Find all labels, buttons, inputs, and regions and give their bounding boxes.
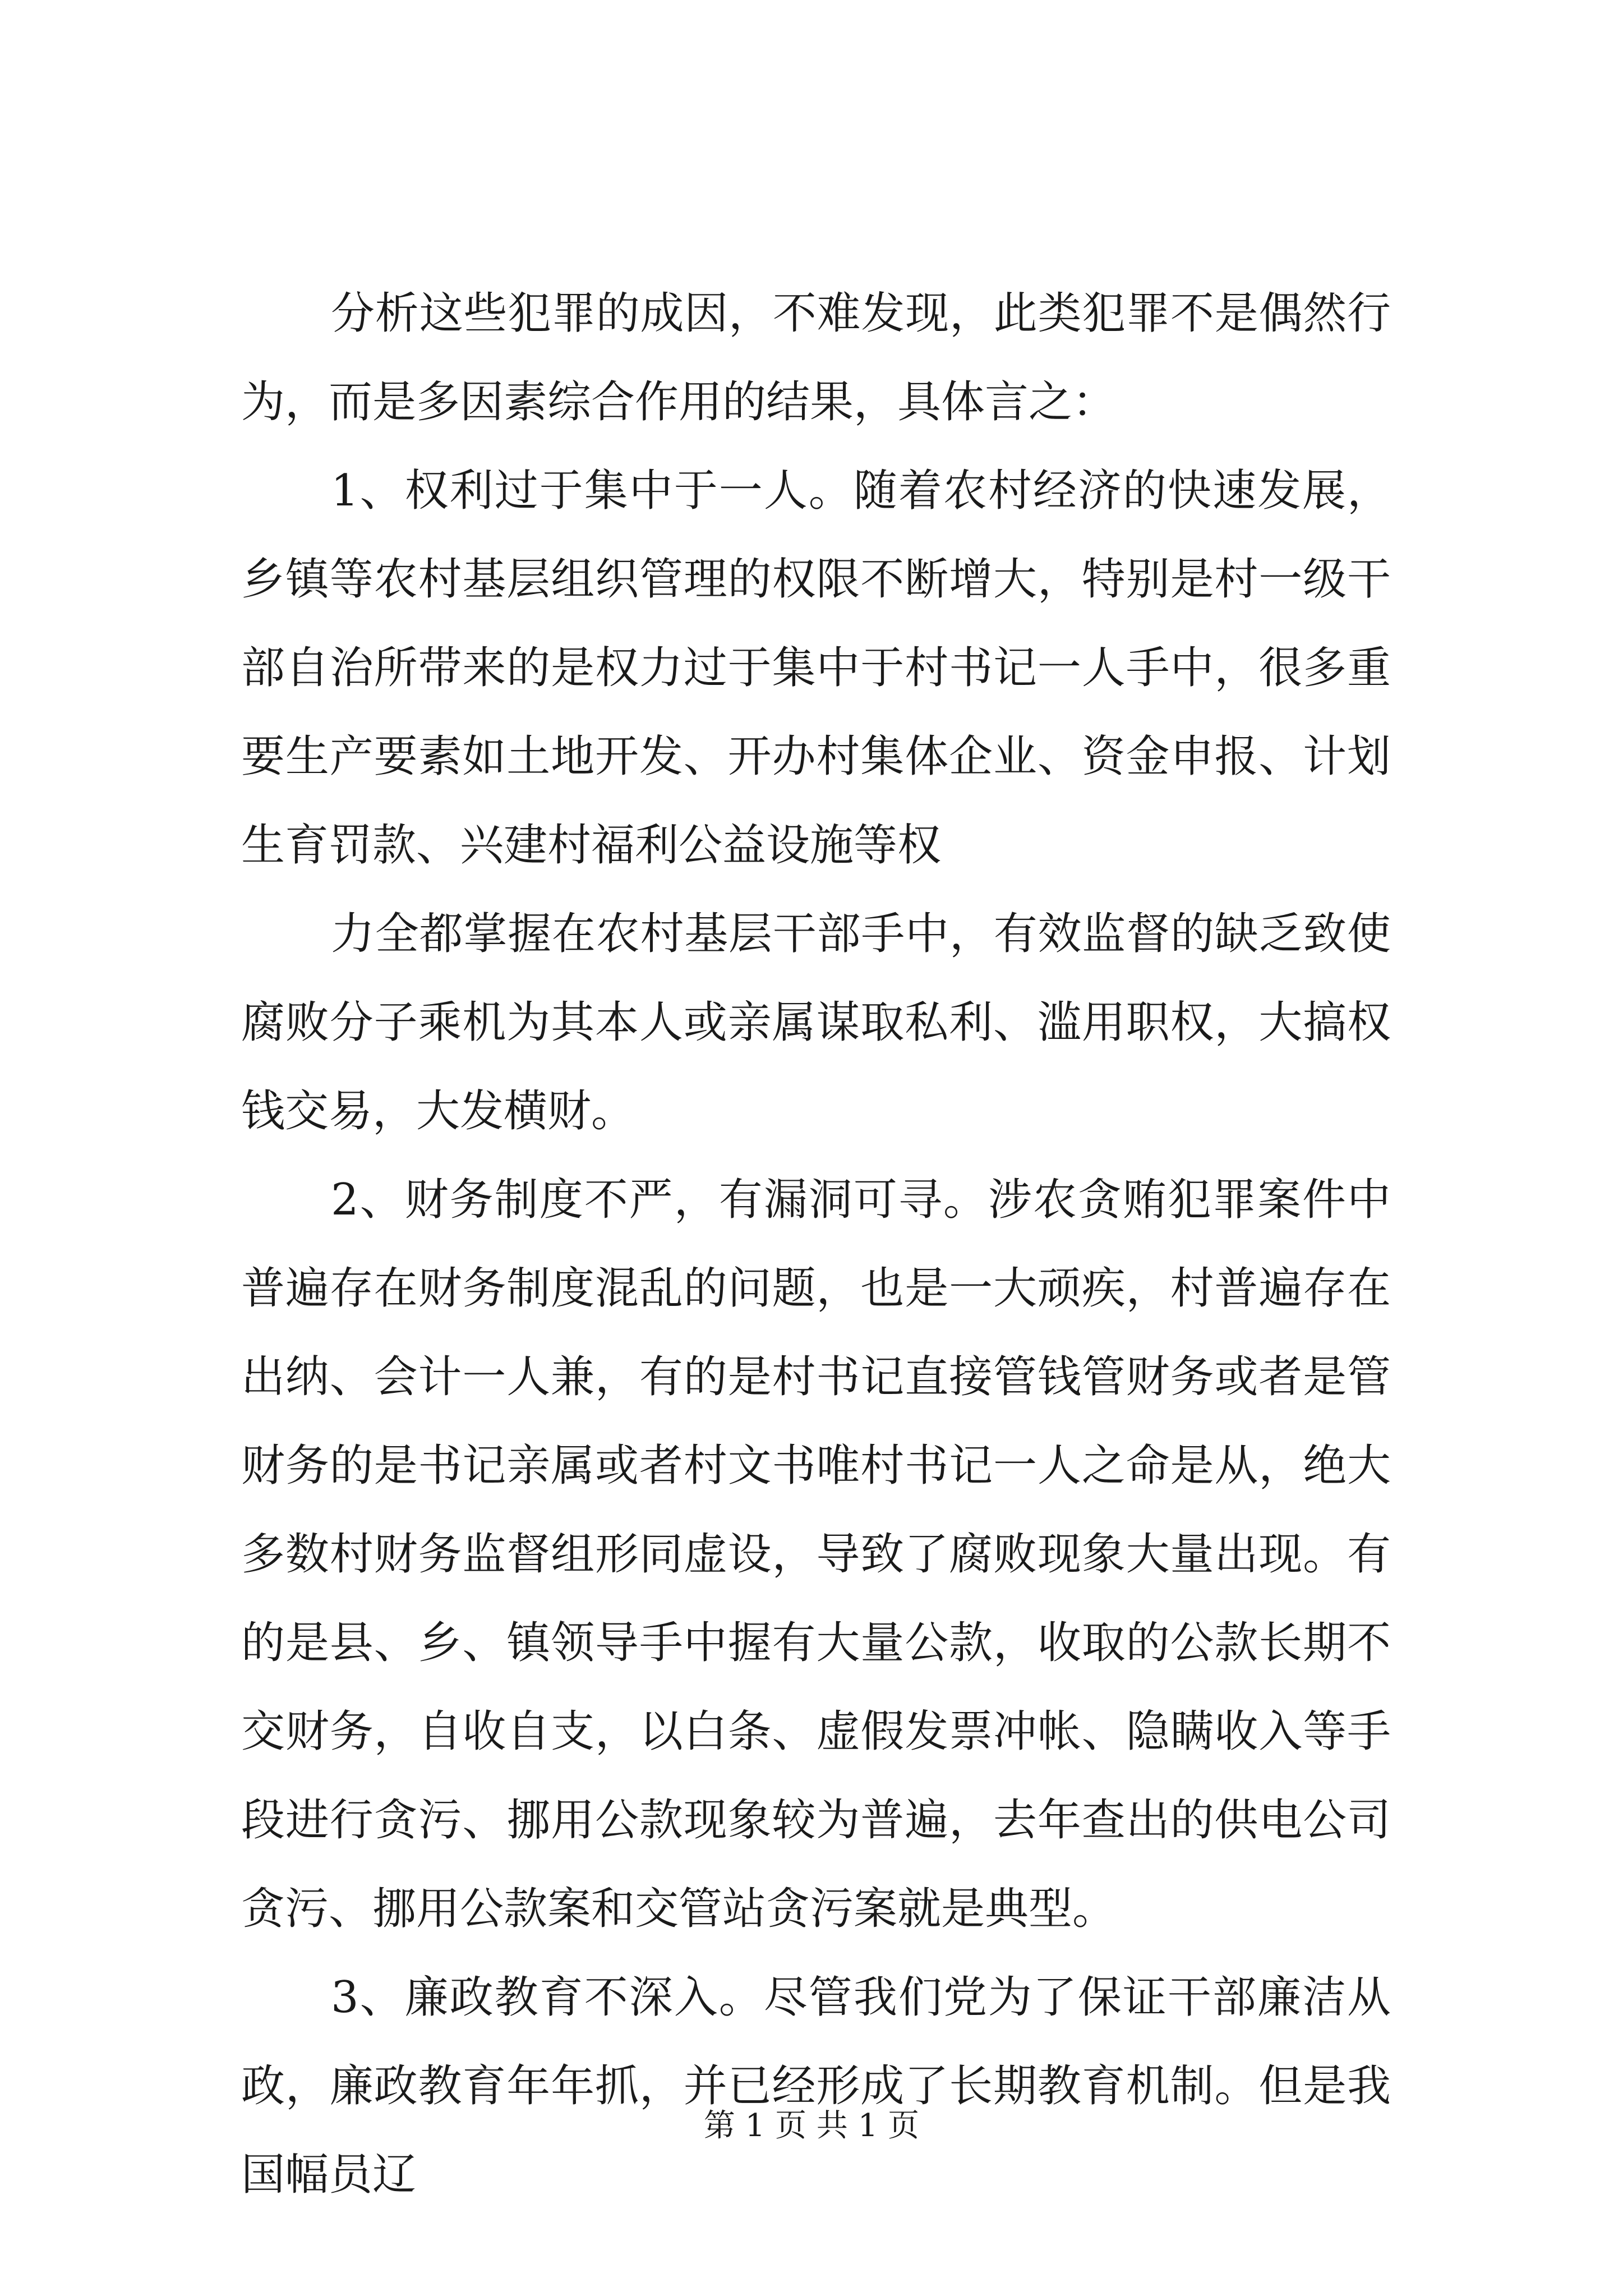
paragraph-power-concentration-continued: 力全都掌握在农村基层干部手中，有效监督的缺乏致使腐败分子乘机为其本人或亲属谋取私利、滥用职权，大搞权钱交易，大发横财。 [241, 909, 1391, 1137]
paragraph-analysis-intro: 分析这些犯罪的成因，不难发现，此类犯罪不是偶然行为，而是多因素综合作用的结果，具体言之： [241, 288, 1391, 427]
paragraph-financial-system: 2、财务制度不严，有漏洞可寻。涉农贪贿犯罪案件中普遍存在财务制度混乱的问题，也是一大顽疾，村普遍存在出纳、会计一人兼，有的是村书记直接管钱管财务或者是管财务的是书记亲属或者村文书唯村书记一人之命是从，绝大多数村财务监督组形同虚设，导致了腐败现象大量出现。有的是县、乡、镇领导手中握有大量公款，收取的公款长期不交财务，自收自支，以白条、虚假发票冲帐、隐瞒收入等手段进行贪污、挪用公款现象较为普遍，去年查出的供电公司贪污、挪用公款案和交管站贪污案就是典型。 [241, 1175, 1391, 1934]
paragraph-power-concentration: 1、权利过于集中于一人。随着农村经济的快速发展，乡镇等农村基层组织管理的权限不断增大，特别是村一级干部自治所带来的是权力过于集中于村书记一人手中，很多重要生产要素如土地开发、开办村集体企业、资金申报、计划生育罚款、兴建村福利公益设施等权 [241, 466, 1391, 871]
page-footer: 第 1 页 共 1 页 [703, 2108, 920, 2144]
document-body [241, 269, 1391, 2219]
paragraph-integrity-education: 3、廉政教育不深入。尽管我们党为了保证干部廉洁从政，廉政教育年年抓，并已经形成了长期教育机制。但是我国幅员辽 [241, 1972, 1391, 2200]
